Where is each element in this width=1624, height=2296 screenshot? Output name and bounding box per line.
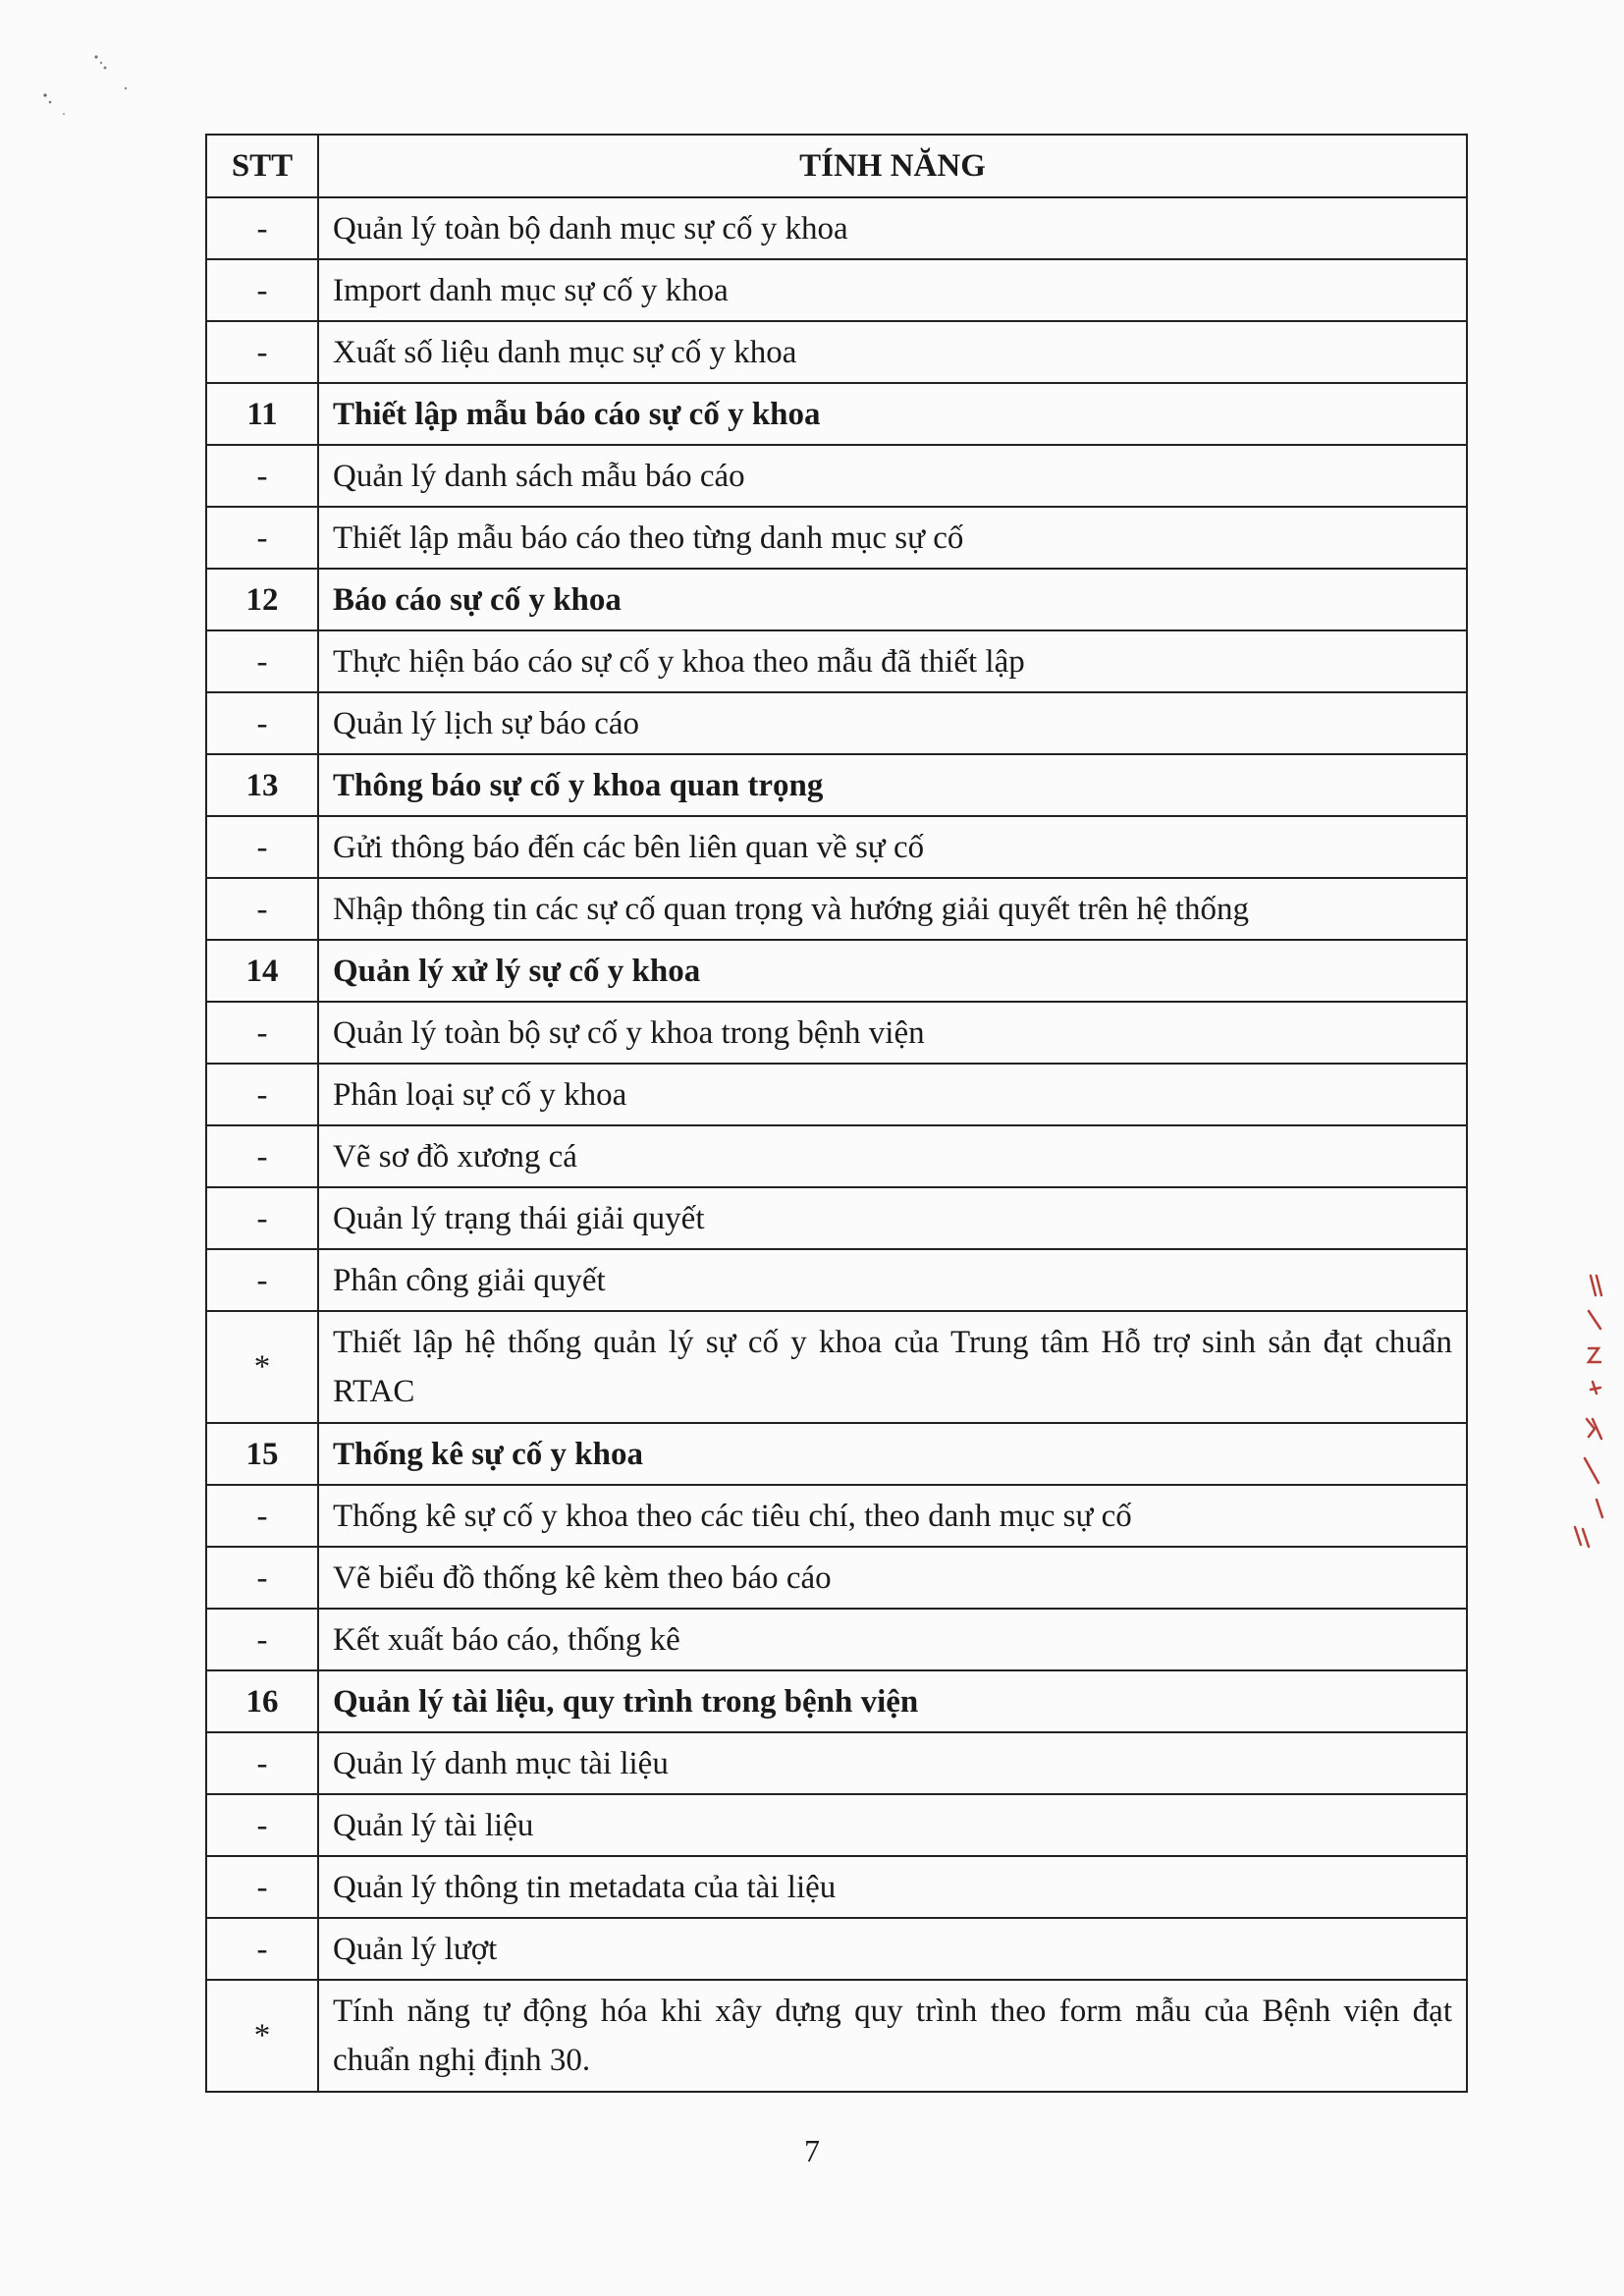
row-stt: - <box>206 1064 318 1125</box>
table-row <box>206 1064 1467 1125</box>
row-stt: - <box>206 692 318 754</box>
row-stt: - <box>206 1794 318 1856</box>
row-stt: - <box>206 878 318 940</box>
header-stt: STT <box>206 135 318 197</box>
section-title: Quản lý tài liệu, quy trình trong bệnh viện <box>318 1670 1467 1732</box>
row-stt: - <box>206 1918 318 1980</box>
page-number: 7 <box>804 2133 820 2168</box>
row-stt: - <box>206 816 318 878</box>
row-feature: Quản lý thông tin metadata của tài liệu <box>318 1856 1467 1918</box>
table-header-row <box>206 135 1467 197</box>
table-row <box>206 1547 1467 1609</box>
row-stt: - <box>206 1002 318 1064</box>
table-row <box>206 630 1467 692</box>
section-title: Thống kê sự cố y khoa <box>318 1423 1467 1485</box>
row-feature: Quản lý danh sách mẫu báo cáo <box>318 445 1467 507</box>
section-row <box>206 754 1467 816</box>
section-row <box>206 383 1467 445</box>
section-number: 14 <box>206 940 318 1002</box>
row-stt: - <box>206 1187 318 1249</box>
table-row <box>206 1980 1467 2092</box>
section-row <box>206 569 1467 630</box>
row-feature: Quản lý toàn bộ sự cố y khoa trong bệnh viện <box>318 1002 1467 1064</box>
row-feature: Quản lý trạng thái giải quyết <box>318 1187 1467 1249</box>
row-stt: - <box>206 259 318 321</box>
row-stt: - <box>206 1609 318 1670</box>
section-number: 11 <box>206 383 318 445</box>
row-stt: - <box>206 1732 318 1794</box>
table-row <box>206 816 1467 878</box>
row-stt: - <box>206 1249 318 1311</box>
section-number: 15 <box>206 1423 318 1485</box>
row-feature: Quản lý lượt <box>318 1918 1467 1980</box>
row-feature: Quản lý toàn bộ danh mục sự cố y khoa <box>318 197 1467 259</box>
row-feature: Gửi thông báo đến các bên liên quan về sự cố <box>318 816 1467 878</box>
row-stt: * <box>206 1311 318 1423</box>
table-row <box>206 1918 1467 1980</box>
table-row <box>206 1485 1467 1547</box>
row-stt: - <box>206 445 318 507</box>
row-stt: - <box>206 1485 318 1547</box>
table-row <box>206 692 1467 754</box>
section-title: Thông báo sự cố y khoa quan trọng <box>318 754 1467 816</box>
table-row <box>206 1187 1467 1249</box>
section-row <box>206 1670 1467 1732</box>
table-row <box>206 321 1467 383</box>
table-row <box>206 1249 1467 1311</box>
row-feature: Nhập thông tin các sự cố quan trọng và hướng giải quyết trên hệ thống <box>318 878 1467 940</box>
table-row <box>206 1794 1467 1856</box>
row-feature: Vẽ biểu đồ thống kê kèm theo báo cáo <box>318 1547 1467 1609</box>
section-title: Quản lý xử lý sự cố y khoa <box>318 940 1467 1002</box>
row-stt: - <box>206 1125 318 1187</box>
row-feature: Xuất số liệu danh mục sự cố y khoa <box>318 321 1467 383</box>
section-title: Báo cáo sự cố y khoa <box>318 569 1467 630</box>
row-feature: Quản lý danh mục tài liệu <box>318 1732 1467 1794</box>
row-stt: - <box>206 630 318 692</box>
section-row <box>206 940 1467 1002</box>
section-number: 16 <box>206 1670 318 1732</box>
row-stt: - <box>206 321 318 383</box>
table-row <box>206 507 1467 569</box>
row-stt: - <box>206 1856 318 1918</box>
table-row <box>206 259 1467 321</box>
header-feature: TÍNH NĂNG <box>318 135 1467 197</box>
row-feature: Thống kê sự cố y khoa theo các tiêu chí, theo danh mục sự cố <box>318 1485 1467 1547</box>
feature-table <box>205 134 1468 2093</box>
section-title: Thiết lập mẫu báo cáo sự cố y khoa <box>318 383 1467 445</box>
table-row <box>206 1125 1467 1187</box>
table-row <box>206 1311 1467 1423</box>
row-feature: Phân công giải quyết <box>318 1249 1467 1311</box>
row-feature: Thiết lập mẫu báo cáo theo từng danh mục sự cố <box>318 507 1467 569</box>
table-row <box>206 445 1467 507</box>
table-row <box>206 1609 1467 1670</box>
row-feature: Thiết lập hệ thống quản lý sự cố y khoa của Trung tâm Hỗ trợ sinh sản đạt chuẩn RTAC <box>318 1311 1467 1423</box>
table-row <box>206 1732 1467 1794</box>
table-row <box>206 1002 1467 1064</box>
row-stt: * <box>206 1980 318 2092</box>
handwritten-initials-mark <box>1569 1272 1608 1566</box>
row-feature: Phân loại sự cố y khoa <box>318 1064 1467 1125</box>
row-feature: Kết xuất báo cáo, thống kê <box>318 1609 1467 1670</box>
row-feature: Tính năng tự động hóa khi xây dựng quy trình theo form mẫu của Bệnh viện đạt chuẩn nghị định 30. <box>318 1980 1467 2092</box>
row-stt: - <box>206 507 318 569</box>
row-stt: - <box>206 1547 318 1609</box>
row-feature: Quản lý tài liệu <box>318 1794 1467 1856</box>
row-feature: Thực hiện báo cáo sự cố y khoa theo mẫu đã thiết lập <box>318 630 1467 692</box>
section-number: 13 <box>206 754 318 816</box>
section-number: 12 <box>206 569 318 630</box>
table-row <box>206 1856 1467 1918</box>
table-row <box>206 878 1467 940</box>
row-feature: Vẽ sơ đồ xương cá <box>318 1125 1467 1187</box>
scan-specks <box>39 49 147 128</box>
row-stt: - <box>206 197 318 259</box>
row-feature: Import danh mục sự cố y khoa <box>318 259 1467 321</box>
section-row <box>206 1423 1467 1485</box>
row-feature: Quản lý lịch sự báo cáo <box>318 692 1467 754</box>
table-row <box>206 197 1467 259</box>
